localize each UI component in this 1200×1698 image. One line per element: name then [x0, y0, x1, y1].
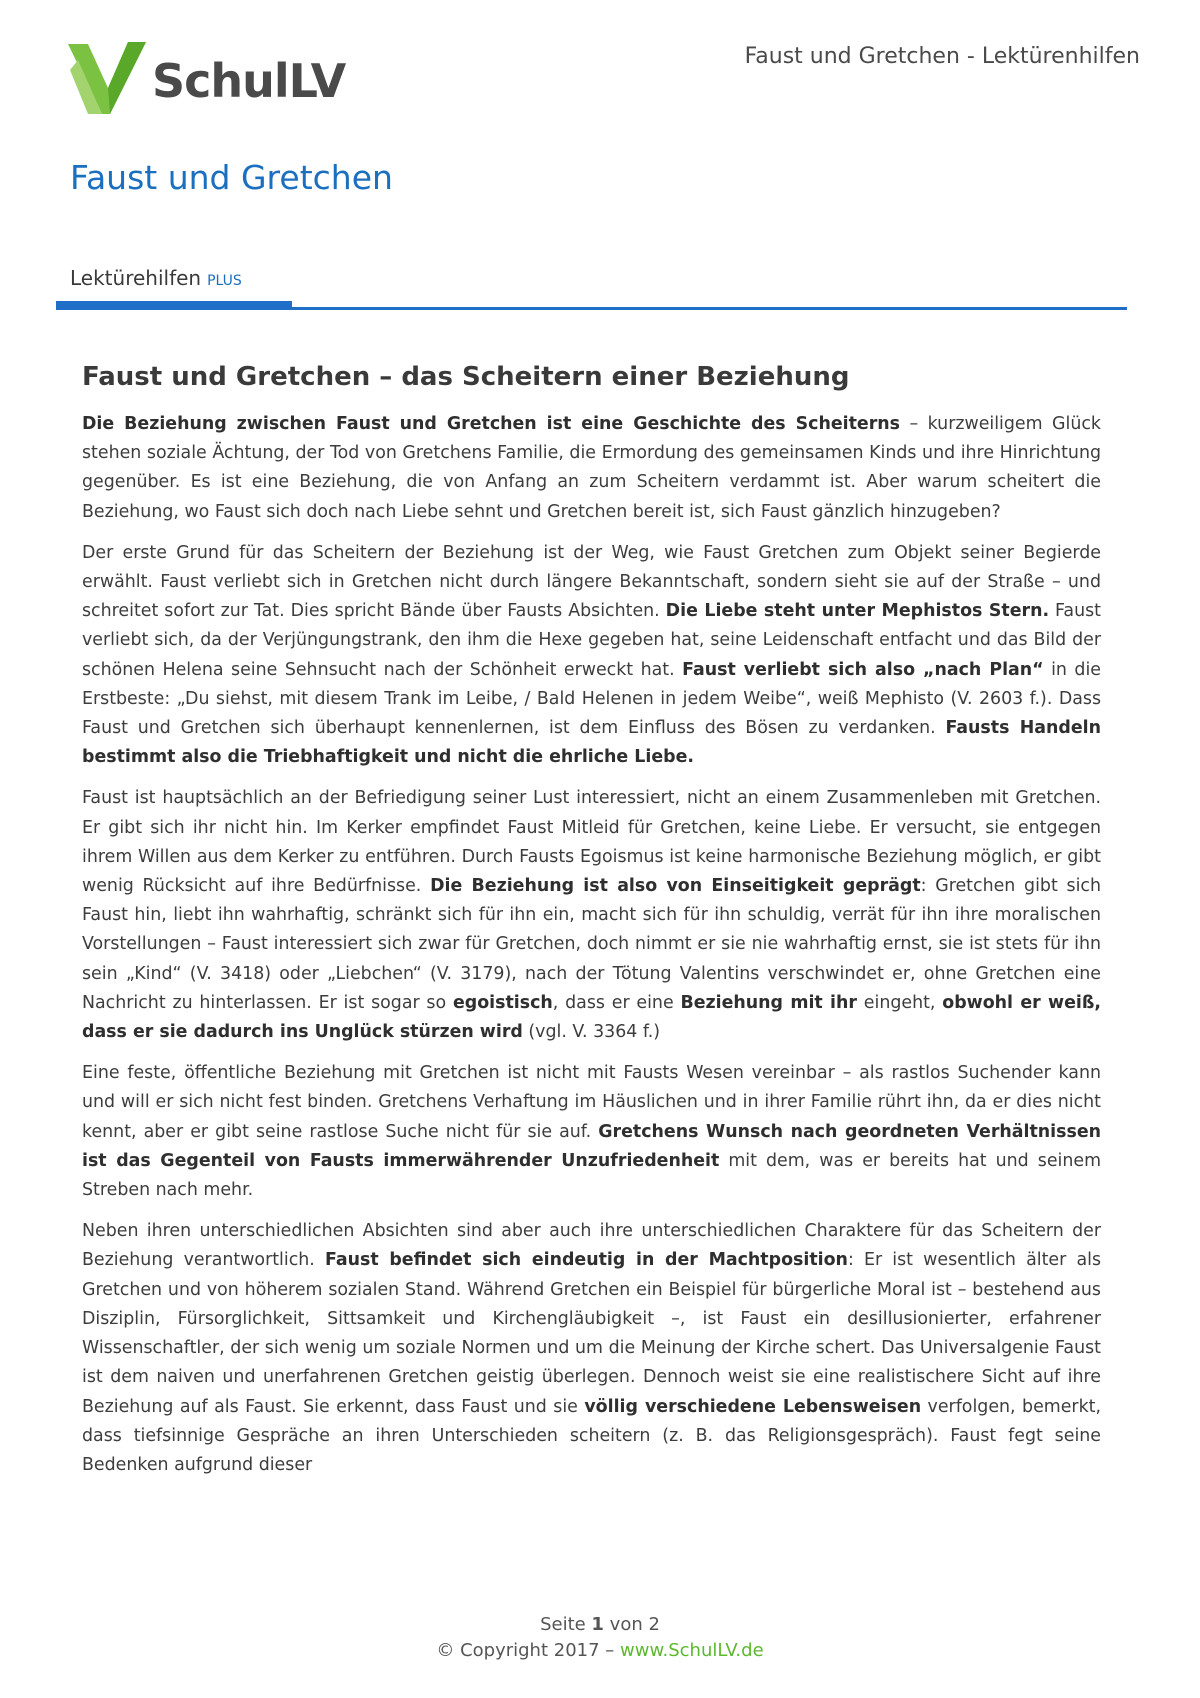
bold-text: völlig verschiedene Lebensweisen [584, 1396, 922, 1417]
copyright-text: © Copyright 2017 – [436, 1640, 620, 1661]
text-segment: Der erste Grund für das Scheitern der Beziehung ist der Weg, wie Faust Gretchen zum Objekt seiner Begierde erwählt. Faust verliebt sich in Gretchen nicht durch längere Bekanntschaft, sondern sieht sie auf der Straße – und schreitet sofort zur Tat. Dies spricht Bände über Fausts Absichten. [82, 542, 1101, 622]
page-prefix: Seite [540, 1614, 592, 1635]
bold-text: Beziehung mit ihr [680, 992, 857, 1013]
body-paragraph [82, 539, 1101, 773]
header-rule-accent [56, 301, 292, 310]
body-paragraph [82, 1059, 1101, 1205]
schullv-logo [66, 40, 345, 122]
text-segment: : Gretchen gibt sich Faust hin, liebt ihn wahrhaftig, schränkt sich für ihn ein, macht sich für ihn schuldig, verrät für ihn ihre moralischen Vorstellungen – Faust interessiert sich zwar für Gretchen, doch nimmt er sie nie wahrhaftig ernst, sie ist stets für ihn sein „Kind“ (V. 3418) oder „Liebchen“ (V. 3179), nach der Tötung Valentins verschwindet er, ohne Gretchen eine Nachricht zu hinterlassen. Er ist sogar so [82, 876, 1101, 1013]
page-number [0, 1614, 1200, 1635]
text-segment: verfolgen, bemerkt, dass tiefsinnige Gespräche an ihren Unterschieden scheitern (z. B. das Religionsgespräch). Faust fegt seine Bedenken aufgrund dieser [82, 1396, 1101, 1475]
bold-text: Faust verliebt sich also „nach Plan“ [682, 659, 1044, 680]
text-segment: Eine feste, öffentliche Beziehung mit Gretchen ist nicht mit Fausts Wesen vereinbar – als rastlos Suchender kann und will er sich nicht fest binden. Gretchens Verhaftung im Häuslichen und in ihrer Familie rührt ihn, da er dies nicht kennt, aber er gibt seine rastlose Suche nicht für sie auf. [82, 1063, 1101, 1142]
page-current: 1 [591, 1614, 604, 1635]
body-paragraph [82, 784, 1101, 1047]
bold-text: Fausts Handeln bestimmt also die Triebhaftigkeit und nicht die ehrliche Liebe. [82, 718, 1101, 768]
text-segment: Neben ihren unterschiedlichen Absichten sind aber auch ihre unterschiedlichen Charaktere für das Scheitern der Beziehung verantwortlich. [82, 1221, 1101, 1271]
text-segment: – kurzweiligem Glück stehen soziale Ächtung, der Tod von Gretchens Familie, die Ermordung des gemeinsamen Kinds und ihre Hinrichtung gegenüber. Es ist eine Beziehung, die von Anfang an zum Scheitern verdammt ist. Aber warum scheitert die Beziehung, wo Faust sich doch nach Liebe sehnt und Gretchen bereit ist, sich Faust gänzlich hinzugeben? [82, 414, 1101, 522]
subtitle-label: Lektürehilfen [70, 266, 202, 290]
section-heading: Faust und Gretchen – das Scheitern einer Beziehung [82, 362, 850, 392]
text-segment: : Er ist wesentlich älter als Gretchen und von höherem sozialen Stand. Während Gretchen ein Beispiel für bürgerliche Moral ist – bestehend aus Disziplin, Fürsorglichkeit, Sittsamkeit und Kirchengläubigkeit –, ist Faust ein desillusionierter, erfahrener Wissenschaftler, der sich wenig um soziale Normen und um die Meinung der Kirche schert. Das Universalgenie Faust ist dem naiven und unerfahrenen Gretchen geistig überlegen. Dennoch weist sie eine realistischere Sicht auf ihre Beziehung auf als Faust. Sie erkennt, dass Faust und sie [82, 1250, 1101, 1417]
text-segment: in die Erstbeste: „Du siehst, mit diesem Trank im Leibe, / Bald Helenen in jedem Weibe“, weiß Mephisto (V. 2603 f.). Dass Faust und Gretchen sich überhaupt kennenlernen, ist dem Einfluss des Bösen zu verdanken. [82, 659, 1101, 739]
checkmark-logo-icon [66, 40, 148, 122]
text-segment: Faust ist hauptsächlich an der Befriedigung seiner Lust interessiert, nicht an einem Zusammenleben mit Gretchen. Er gibt sich ihr nicht hin. Im Kerker empfindet Faust Mitleid für Gretchen, keine Liebe. Er versucht, sie entgegen ihrem Willen aus dem Kerker zu entführen. Durch Fausts Egoismus ist keine harmonische Beziehung möglich, er gibt wenig Rücksicht auf ihre Bedürfnisse. [82, 788, 1101, 897]
body-paragraph [82, 1217, 1101, 1480]
page-title: Faust und Gretchen [70, 158, 393, 197]
copyright [0, 1640, 1200, 1661]
bold-text: Die Beziehung ist also von Einseitigkeit geprägt [430, 876, 921, 897]
body-paragraph [82, 410, 1101, 527]
logo-text: SchulLV [152, 54, 346, 108]
website-link[interactable]: www.SchulLV.de [620, 1640, 764, 1661]
text-segment: mit dem, was er bereits hat und seinem Streben nach mehr. [82, 1150, 1102, 1201]
page-total: 2 [648, 1614, 660, 1635]
subtitle [70, 266, 242, 290]
header-rule [292, 307, 1127, 310]
text-segment: eingeht, [856, 992, 943, 1013]
bold-text: Die Liebe steht unter Mephistos Stern. [665, 601, 1050, 622]
paragraphs [82, 410, 1101, 1480]
bold-text: Die Beziehung zwischen Faust und Gretchen ist eine Geschichte des Scheiterns [82, 414, 901, 434]
bold-text: Gretchens Wunsch nach geordneten Verhältnissen ist das Gegenteil von Fausts immerwährender Unzufriedenheit [82, 1121, 1101, 1171]
main-content [82, 362, 1101, 1492]
text-segment: (vgl. V. 3364 f.) [522, 1022, 661, 1043]
text-segment: Faust verliebt sich, da der Verjüngungstrank, den ihm die Hexe gegeben hat, seine Leidenschaft entfacht und das Bild der schönen Helena seine Sehnsucht nach der Schönheit erweckt hat. [82, 601, 1101, 680]
plus-badge: PLUS [207, 273, 242, 289]
text-segment: , dass er eine [552, 992, 681, 1013]
bold-text: egoistisch [452, 992, 553, 1013]
bold-text: obwohl er weiß, dass er sie dadurch ins Unglück stürzen wird [82, 992, 1101, 1043]
bold-text: Faust befindet sich eindeutig in der Machtposition [325, 1250, 848, 1271]
header-document-title: Faust und Gretchen - Lektürenhilfen [744, 44, 1140, 69]
page-middle: von [603, 1614, 649, 1635]
